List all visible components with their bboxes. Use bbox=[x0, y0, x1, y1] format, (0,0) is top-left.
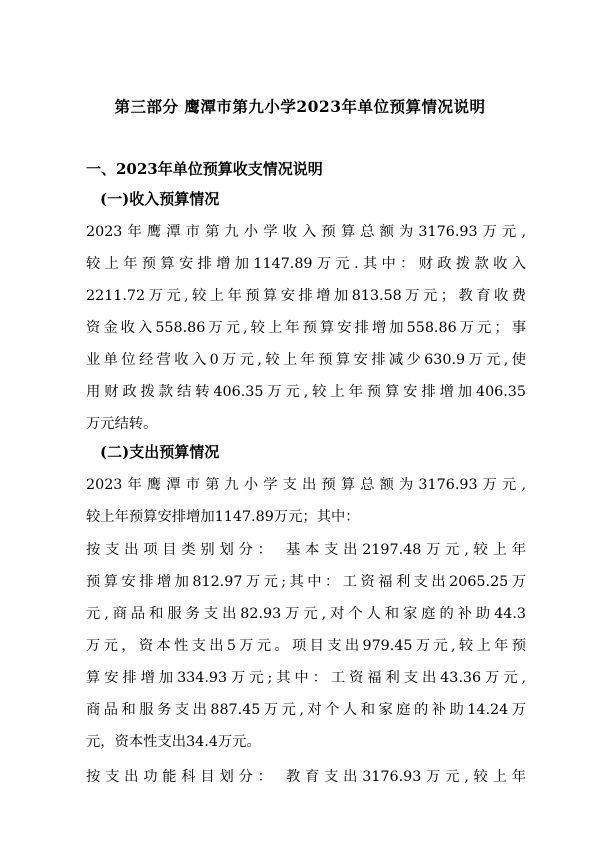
income-line: 2211.72万元,较上年预算安排增加813.58万元；教育收费 bbox=[86, 288, 526, 304]
expense-function-line: 按支出功能科目划分： 教育支出3176.93万元,较上年 bbox=[86, 769, 526, 785]
expense-category-line: 按支出项目类别划分： 基本支出2197.48万元,较上年 bbox=[86, 542, 526, 558]
income-line: 2023年鹰潭市第九小学收入预算总额为3176.93万元, bbox=[86, 224, 526, 240]
income-line: 万元结转。 bbox=[86, 416, 158, 432]
expense-category-line: 商品和服务支出887.45万元,对个人和家庭的补助14.24万 bbox=[86, 702, 526, 718]
income-line: 资金收入558.86万元,较上年预算安排增加558.86万元；事 bbox=[86, 320, 526, 336]
expense-line: 较上年预算安排增加1147.89万元；其中： bbox=[86, 509, 360, 525]
income-line: 用财政拨款结转406.35万元,较上年预算安排增加406.35 bbox=[86, 384, 526, 400]
page-title: 第三部分 鹰潭市第九小学2023年单位预算情况说明 bbox=[114, 97, 486, 116]
income-line: 较上年预算安排增加1147.89万元.其中：财政拨款收入 bbox=[86, 256, 526, 272]
expense-line: 2023年鹰潭市第九小学支出预算总额为3176.93万元, bbox=[86, 477, 526, 493]
expense-category-line: 万元，资本性支出5万元。项目支出979.45万元,较上年预 bbox=[86, 638, 526, 654]
expense-category-line: 预算安排增加812.97万元;其中：工资福利支出2065.25万 bbox=[86, 574, 526, 590]
expense-category-line: 元,商品和服务支出82.93万元,对个人和家庭的补助44.3 bbox=[86, 606, 526, 622]
income-line: 业单位经营收入0万元,较上年预算安排减少630.9万元,使 bbox=[86, 352, 526, 368]
expense-category-line: 元，资本性支出34.4万元。 bbox=[86, 734, 261, 750]
expense-heading: (二)支出预算情况 bbox=[100, 443, 220, 461]
expense-category-line: 算安排增加334.93万元;其中：工资福利支出43.36万元, bbox=[86, 670, 526, 686]
section-heading: 一、2023年单位预算收支情况说明 bbox=[86, 160, 323, 178]
income-heading: (一)收入预算情况 bbox=[100, 190, 220, 208]
